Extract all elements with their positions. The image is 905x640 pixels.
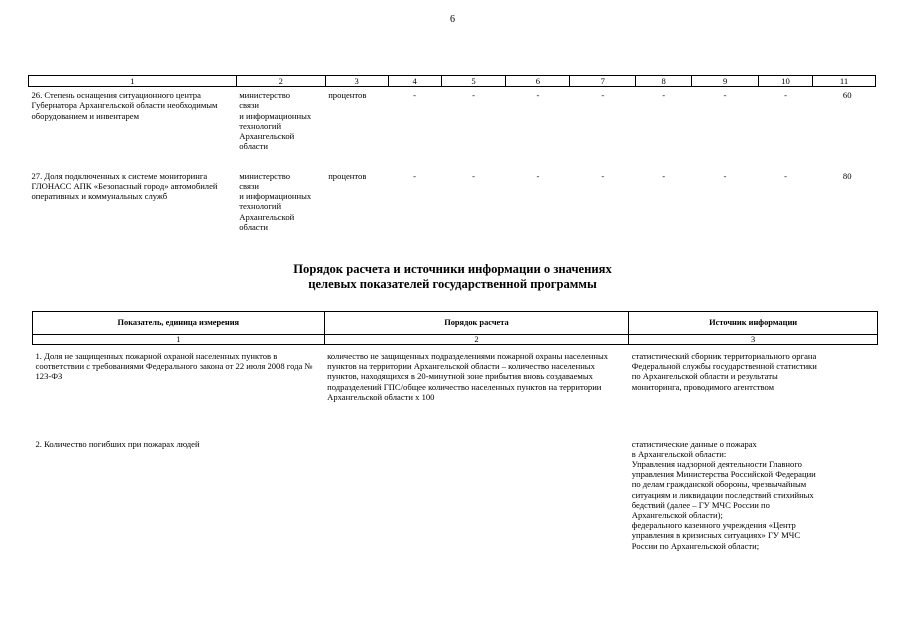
indicator-cell: 2. Количество погибших при пожарах людей bbox=[35, 438, 200, 449]
col-number: 3 bbox=[629, 335, 878, 345]
executor-line: области bbox=[239, 221, 268, 232]
col-number: 3 bbox=[325, 76, 388, 87]
source-line: статистический сборник территориального органа bbox=[631, 351, 817, 361]
value-cell: - bbox=[536, 170, 540, 181]
source-cell bbox=[629, 345, 878, 431]
source-line: статистические данные о пожарах bbox=[631, 438, 757, 449]
executor-cell bbox=[236, 87, 325, 168]
value-cell: - bbox=[662, 90, 666, 101]
column-number-row bbox=[29, 76, 876, 87]
header-calculation: Порядок расчета bbox=[324, 312, 629, 335]
executor-line: связи bbox=[239, 180, 259, 191]
col-number: 11 bbox=[812, 76, 875, 87]
column-number-row bbox=[33, 335, 878, 345]
value-cell: - bbox=[601, 170, 605, 181]
section-title bbox=[0, 262, 905, 292]
section-title-line: целевых показателей государственной программы bbox=[308, 277, 597, 291]
source-line: управления в кризисных ситуациях» ГУ МЧС bbox=[631, 530, 801, 541]
table-row bbox=[29, 87, 876, 168]
value-cell: - bbox=[601, 90, 605, 101]
source-line: Управления надзорной деятельности Главного bbox=[631, 458, 802, 469]
source-line: ситуациям и ликвидации последствий стихийных bbox=[631, 489, 814, 500]
col-number: 4 bbox=[388, 76, 441, 87]
indicator-cell: 26. Степень оснащения ситуационного центра Губернатора Архангельской области необходимым оборудованием и инвентарем bbox=[31, 90, 218, 121]
unit-cell: процентов bbox=[328, 170, 367, 181]
source-line: в Архангельской области: bbox=[631, 448, 727, 459]
executor-line: Архангельской bbox=[239, 131, 295, 142]
source-line: по делам гражданской обороны, чрезвычайным bbox=[631, 479, 807, 490]
calculation-sources-table bbox=[32, 311, 878, 551]
col-number: 1 bbox=[33, 335, 325, 345]
col-number: 9 bbox=[692, 76, 759, 87]
table-header-row bbox=[33, 312, 878, 335]
value-cell: - bbox=[723, 90, 727, 101]
col-number: 1 bbox=[29, 76, 237, 87]
value-cell: - bbox=[536, 90, 540, 101]
value-cell: - bbox=[723, 170, 727, 181]
indicator-cell: 1. Доля не защищенных пожарной охраной населенных пунктов в соответствии с требованиями Федерального закона от 22 июля 2008 года № 123-ФЗ bbox=[35, 351, 313, 382]
value-cell: - bbox=[413, 170, 417, 181]
value-cell: - bbox=[413, 90, 417, 101]
source-line: управления Министерства Российской Федерации bbox=[631, 469, 816, 480]
executor-line: министерство bbox=[239, 170, 291, 181]
calculation-cell bbox=[324, 431, 629, 551]
col-number: 7 bbox=[570, 76, 636, 87]
executor-cell bbox=[236, 168, 325, 248]
value-cell: - bbox=[662, 170, 666, 181]
value-cell: - bbox=[472, 90, 475, 101]
executor-line: области bbox=[239, 141, 268, 152]
source-line: бедствий (далее – ГУ МЧС России по bbox=[631, 499, 770, 510]
source-line: Федеральной службы государственной статистики bbox=[631, 361, 817, 372]
unit-cell: процентов bbox=[328, 90, 367, 101]
source-line: по Архангельской области и результаты bbox=[631, 371, 778, 382]
indicators-values-table bbox=[28, 75, 876, 248]
col-number: 5 bbox=[441, 76, 506, 87]
executor-line: связи bbox=[239, 100, 259, 111]
section-title-line: Порядок расчета и источники информации о значениях bbox=[293, 262, 612, 276]
table-row bbox=[33, 431, 878, 551]
indicator-cell: 27. Доля подключенных к системе мониторинга ГЛОНАСС АПК «Безопасный город» автомобилей оперативных и коммунальных служб bbox=[31, 170, 218, 202]
value-cell: - bbox=[784, 90, 787, 101]
source-cell bbox=[629, 431, 878, 551]
executor-line: технологий bbox=[239, 120, 282, 131]
source-line: России по Архангельской области; bbox=[631, 540, 760, 551]
value-cell: - bbox=[784, 170, 787, 181]
executor-line: и информационных bbox=[239, 191, 312, 202]
page-number: 6 bbox=[450, 14, 455, 25]
executor-line: Архангельской bbox=[239, 211, 295, 222]
table-row bbox=[29, 168, 876, 248]
col-number: 10 bbox=[759, 76, 813, 87]
executor-line: и информационных bbox=[239, 110, 312, 121]
executor-line: технологий bbox=[239, 201, 282, 212]
executor-line: министерство bbox=[239, 90, 291, 101]
col-number: 6 bbox=[506, 76, 570, 87]
header-source: Источник информации bbox=[629, 312, 878, 335]
target-value-cell: 60 bbox=[842, 90, 852, 101]
header-indicator: Показатель, единица измерения bbox=[33, 312, 325, 335]
col-number: 2 bbox=[236, 76, 325, 87]
col-number: 2 bbox=[324, 335, 629, 345]
source-line: федерального казенного учреждения «Центр bbox=[631, 520, 796, 531]
calculation-cell: количество не защищенных подразделениями пожарной охраны населенных пунктов на территории Архангельской области – количество населенных пунктов, находящихся в 20-минутной зоне прибытия вновь создаваемых подразделений ГПС/общее количество населенных пунктов на территории Архангельской области х 100 bbox=[327, 351, 609, 402]
col-number: 8 bbox=[636, 76, 692, 87]
target-value-cell: 80 bbox=[842, 170, 852, 181]
source-line: мониторинга, проводимого агентством bbox=[631, 381, 775, 392]
table-row bbox=[33, 345, 878, 431]
source-line: Архангельской области); bbox=[631, 509, 723, 520]
value-cell: - bbox=[472, 170, 475, 181]
